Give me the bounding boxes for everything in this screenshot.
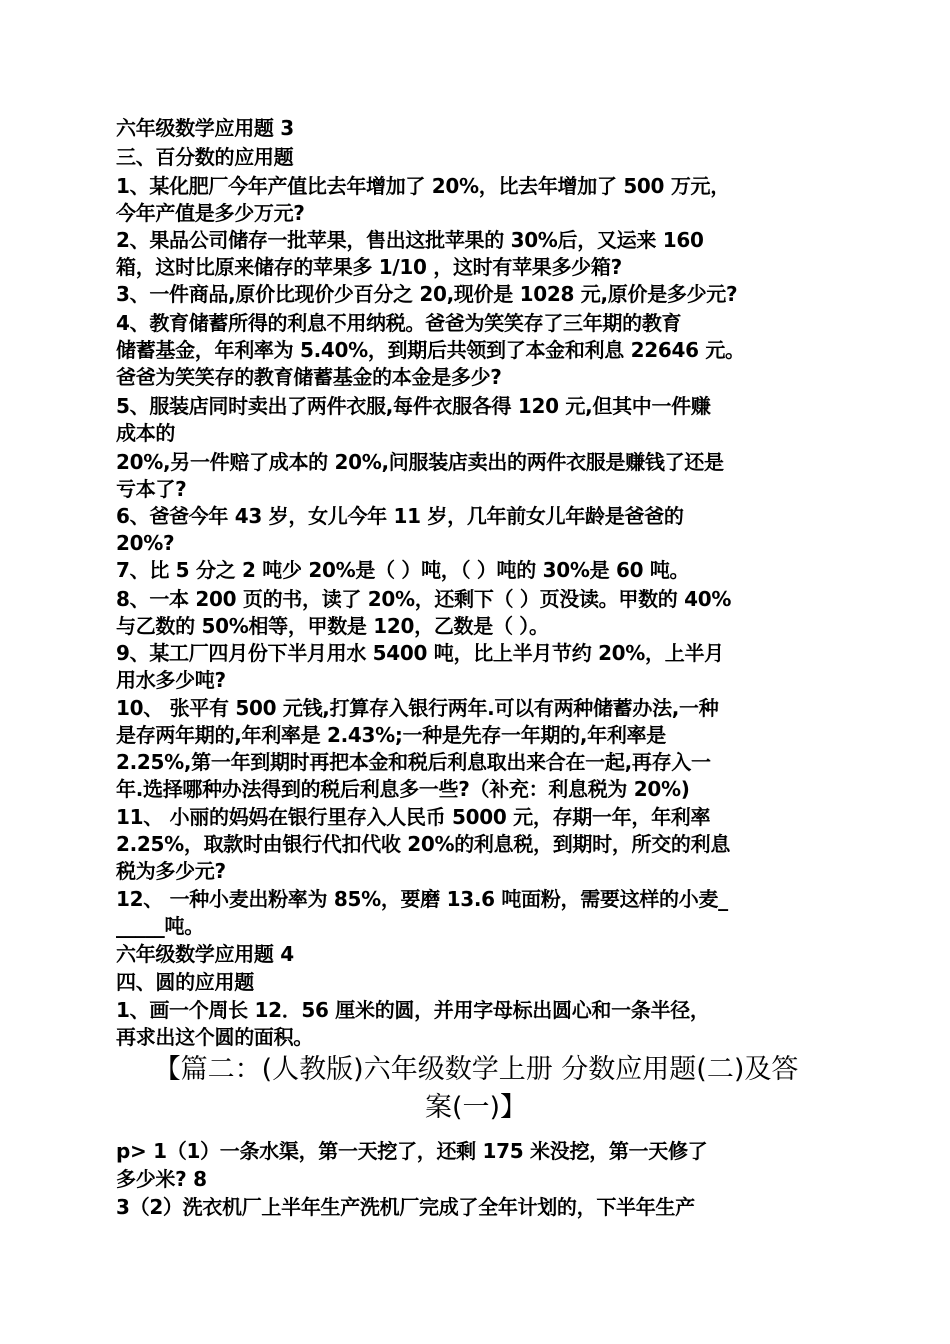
fraction-problem-2-line-1: 3（2）洗衣机厂上半年生产洗机厂完成了全年计划的，下半年生产: [116, 1195, 695, 1219]
problem-6-line-1: 6、爸爸今年 43 岁，女儿今年 11 岁，几年前女儿年龄是爸爸的: [116, 504, 684, 528]
problem-5-line-4: 亏本了?: [116, 477, 187, 501]
doc-title-line-3: 六年级数学应用题 3: [116, 116, 294, 140]
fraction-problem-1-line-2: 多少米? 8: [116, 1167, 207, 1191]
problem-5-line-2: 成本的: [116, 421, 176, 445]
problem-10-line-2: 是存两年期的,年利率是 2.43%;一种是先存一年期的,年利率是: [116, 723, 666, 747]
problem-7-line-1: 7、比 5 分之 2 吨少 20%是（ ）吨，（ ）吨的 30%是 60 吨。: [116, 558, 690, 582]
problem-10-line-1: 10、 张平有 500 元钱,打算存入银行两年.可以有两种储蓄办法,一种: [116, 696, 719, 720]
problem-10-line-3: 2.25%,第一年到期时再把本金和税后利息取出来合在一起,再存入一: [116, 750, 711, 774]
problem-10-line-4: 年.选择哪种办法得到的税后利息多一些?（补充：利息税为 20%): [116, 777, 690, 801]
problem-3-line-1: 3、一件商品,原价比现价少百分之 20,现价是 1028 元,原价是多少元?: [116, 282, 738, 306]
circle-problem-1-line-1: 1、画一个周长 12．56 厘米的圆，并用字母标出圆心和一条半径，: [116, 998, 710, 1022]
problem-4-line-1: 4、教育储蓄所得的利息不用纳税。爸爸为笑笑存了三年期的教育: [116, 311, 682, 335]
problem-1-line-1: 1、某化肥厂今年产值比去年增加了 20%，比去年增加了 500 万元，: [116, 174, 730, 198]
problem-4-line-2: 储蓄基金，年利率为 5.40%，到期后共领到了本金和利息 22646 元。: [116, 338, 745, 362]
problem-4-line-3: 爸爸为笑笑存的教育储蓄基金的本金是多少?: [116, 365, 502, 389]
fraction-problem-1-line-1: p> 1（1）一条水渠，第一天挖了，还剩 175 米没挖，第一天修了: [116, 1139, 708, 1163]
problem-9-line-2: 用水多少吨?: [116, 668, 226, 692]
problem-11-line-2: 2.25%，取款时由银行代扣代收 20%的利息税，到期时，所交的利息: [116, 832, 731, 856]
problem-12-line-1: 12、 一种小麦出粉率为 85%，要磨 13.6 吨面粉，需要这样的小麦_: [116, 887, 728, 911]
problem-12-line-2: _____吨。: [116, 914, 204, 938]
problem-6-line-2: 20%?: [116, 531, 175, 555]
section-heading-line-2: 案(一)】: [424, 1092, 528, 1123]
problem-2-line-1: 2、果品公司储存一批苹果，售出这批苹果的 30%后，又运来 160: [116, 228, 704, 252]
problem-11-line-3: 税为多少元?: [116, 859, 226, 883]
section-title-circle: 四、圆的应用题: [116, 970, 254, 994]
section-heading-line-1: 【篇二：(人教版)六年级数学上册 分数应用题(二)及答: [153, 1054, 799, 1085]
problem-5-line-1: 5、服装店同时卖出了两件衣服,每件衣服各得 120 元,但其中一件赚: [116, 394, 711, 418]
problem-8-line-1: 8、一本 200 页的书，读了 20%，还剩下（ ）页没读。甲数的 40%: [116, 587, 732, 611]
problem-5-line-3: 20%,另一件赔了成本的 20%,问服装店卖出的两件衣服是赚钱了还是: [116, 450, 724, 474]
problem-11-line-1: 11、 小丽的妈妈在银行里存入人民币 5000 元，存期一年，年利率: [116, 805, 711, 829]
circle-problem-1-line-2: 再求出这个圆的面积。: [116, 1025, 313, 1049]
section-title-percent: 三、百分数的应用题: [116, 145, 294, 169]
problem-2-line-2: 箱，这时比原来储存的苹果多 1/10 ，这时有苹果多少箱?: [116, 255, 622, 279]
problem-8-line-2: 与乙数的 50%相等，甲数是 120，乙数是（ ）。: [116, 614, 549, 638]
problem-1-line-2: 今年产值是多少万元?: [116, 201, 305, 225]
doc-title-line-4: 六年级数学应用题 4: [116, 942, 294, 966]
problem-9-line-1: 9、某工厂四月份下半月用水 5400 吨，比上半月节约 20%，上半月: [116, 641, 724, 665]
